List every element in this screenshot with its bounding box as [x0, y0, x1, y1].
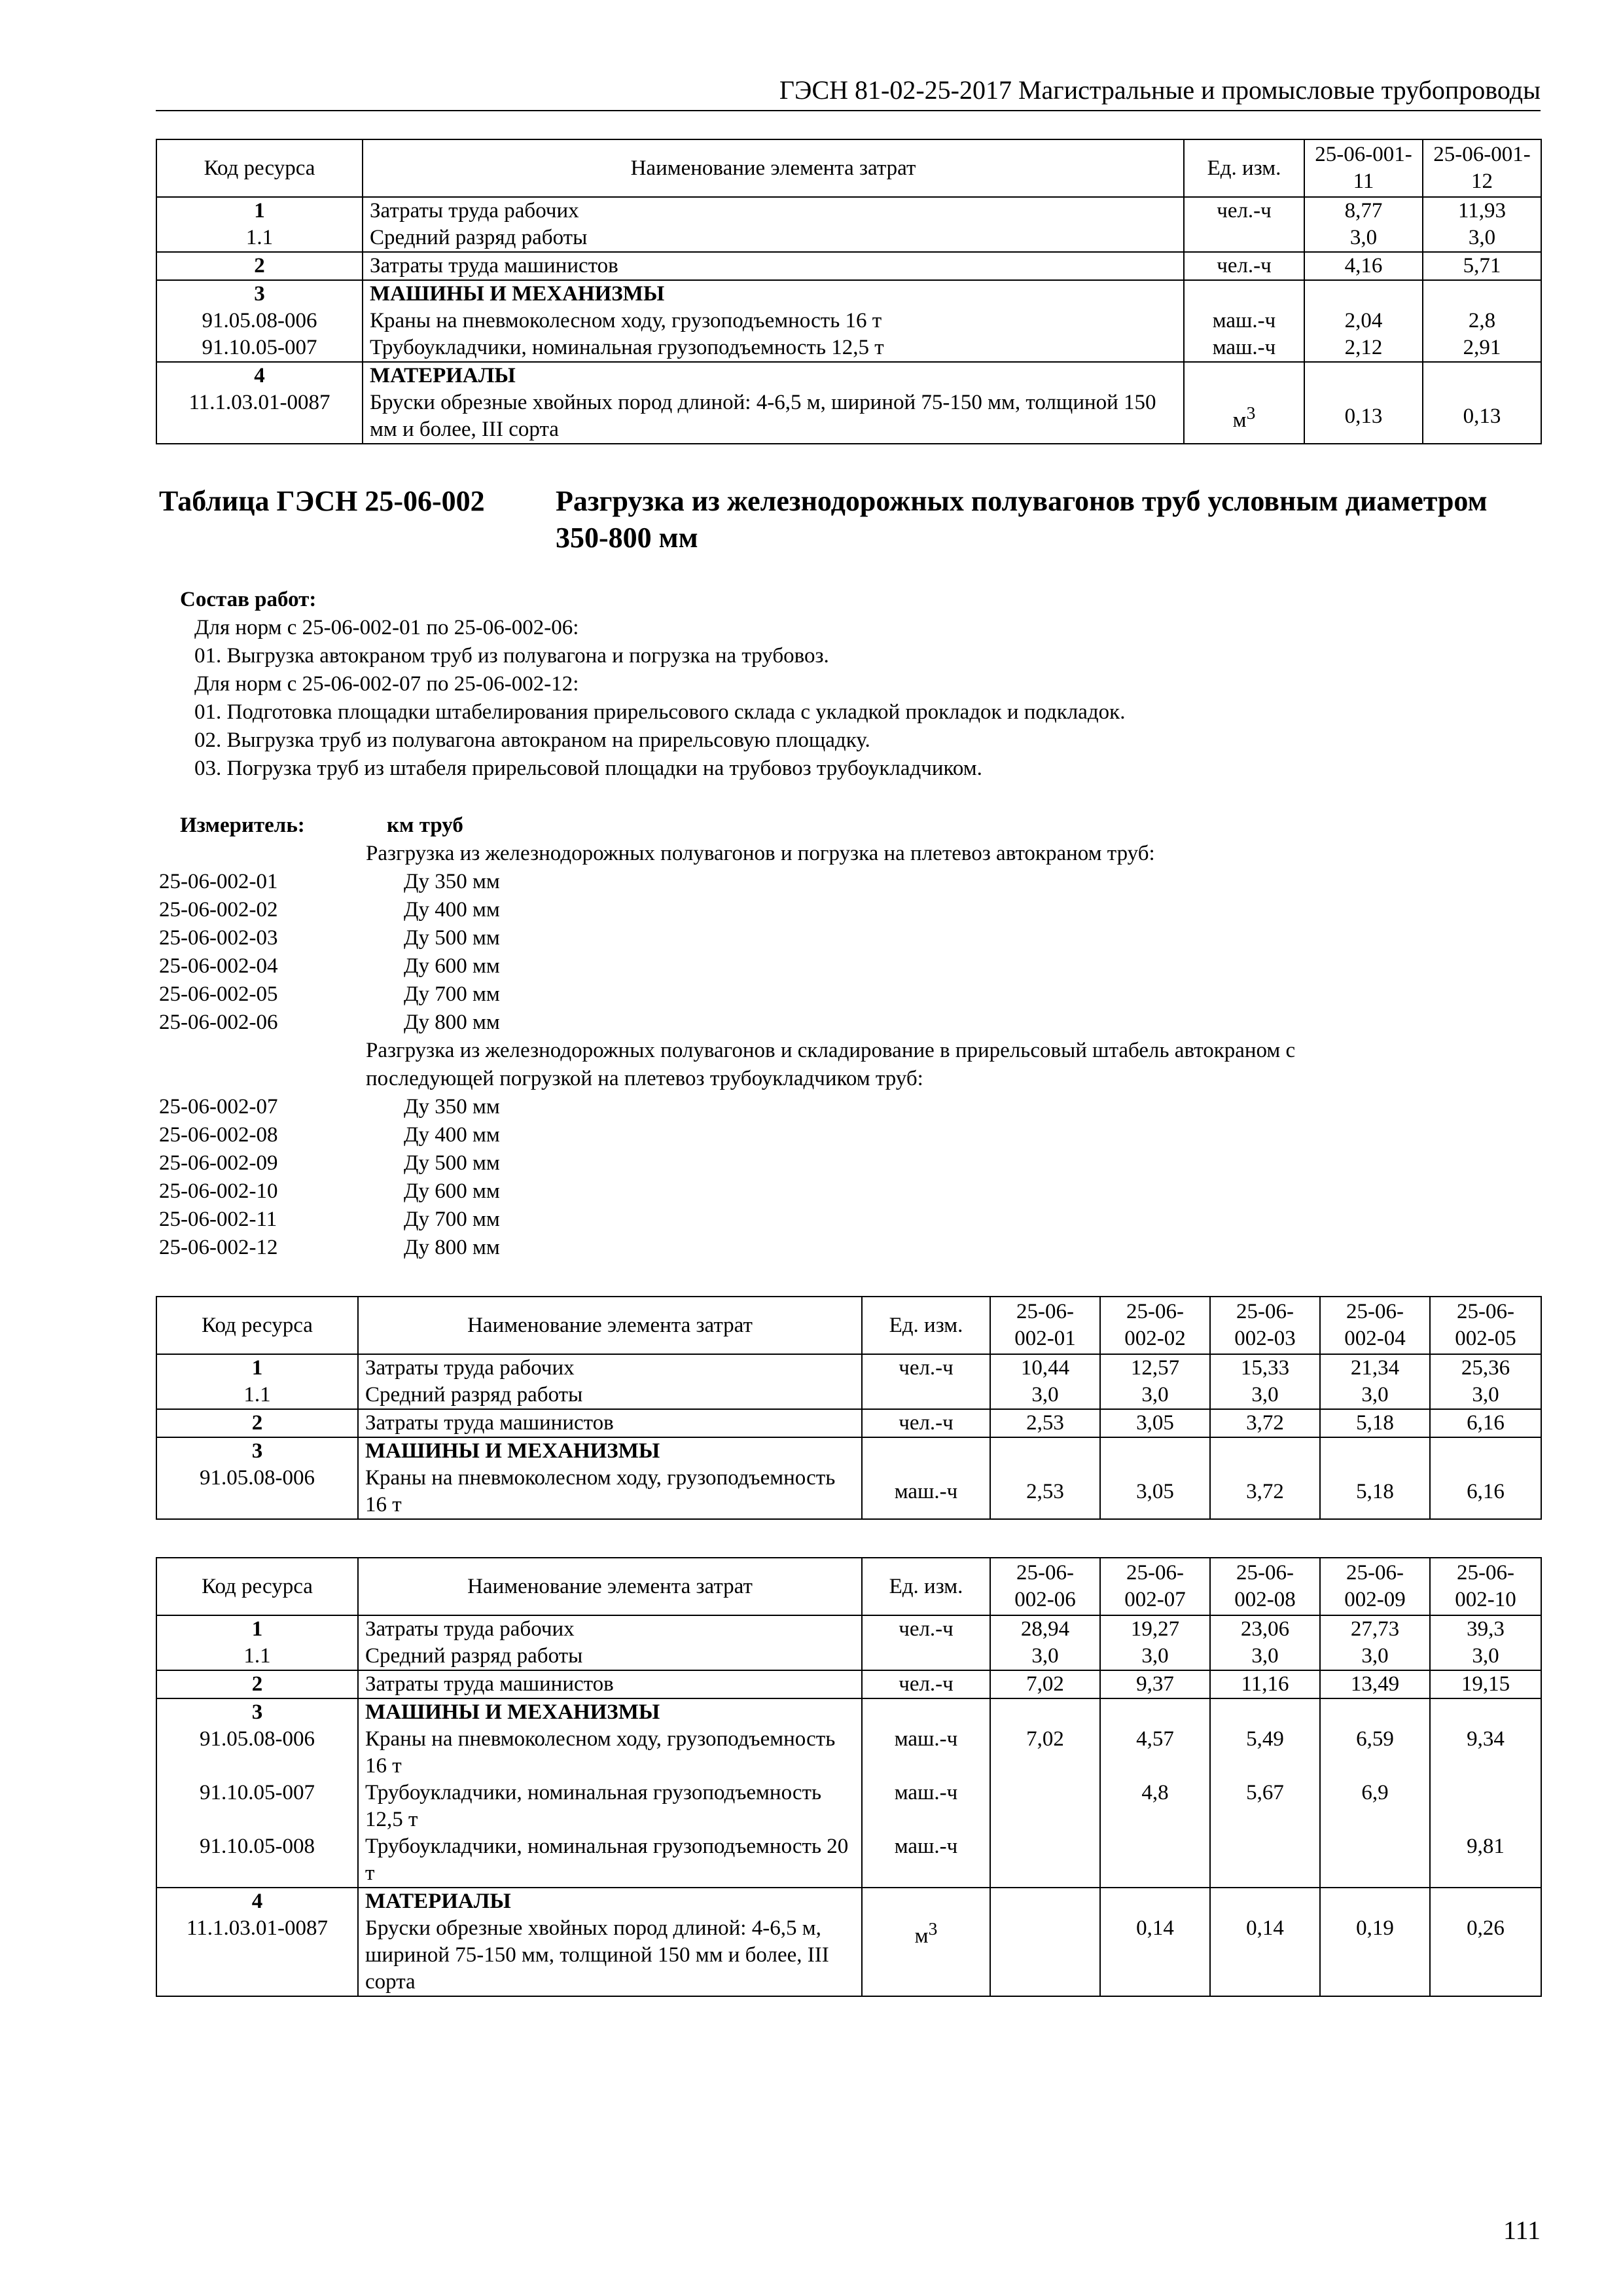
table-row: 2 Затраты труда машинистов чел.-ч 7,02 9,37 11,16 13,49 19,15	[156, 1670, 1541, 1698]
table-row: 4 МАТЕРИАЛЫ	[156, 362, 1541, 389]
table-title: Разгрузка из железнодорожных полувагонов труб условным диаметром 350-800 мм	[556, 485, 1488, 554]
meter-label: Измеритель:	[180, 814, 305, 837]
list-item: 25-06-002-02 Ду 400 мм	[159, 898, 500, 922]
unit-cell: $м^3$	[862, 1915, 990, 1996]
list-item: 25-06-002-05 Ду 700 мм	[159, 982, 500, 1006]
list-item: 25-06-002-04 Ду 600 мм	[159, 954, 500, 978]
table-header-row	[156, 1558, 1541, 1615]
table-row: 91.10.05-007 Трубоукладчики, номинальная грузоподъемность 12,5 т маш.-ч 2,12 2,91	[156, 334, 1541, 362]
table-row: 11.1.03.01-0087 Бруски обрезные хвойных пород длиной: 4-6,5 м, шириной 75-150 мм, толщиной 150 мм и более, III сорта $м^3$ 0,13 0,13	[156, 389, 1541, 444]
table-row: 11.1.03.01-0087 Бруски обрезные хвойных пород длиной: 4-6,5 м, шириной 75-150 мм, толщиной 150 мм и более, III сорта $м^3$ 0,14 0,14 0,19 0,26	[156, 1915, 1541, 1996]
table-row: 1 Затраты труда рабочих чел.-ч 8,77 11,93	[156, 197, 1541, 224]
list-item: 25-06-002-08 Ду 400 мм	[159, 1123, 500, 1147]
list-item: 25-06-002-07 Ду 350 мм	[159, 1095, 500, 1119]
table-row: 91.05.08-006 Краны на пневмоколесном ходу, грузоподъемность 16 т маш.-ч 7,02 4,57 5,49 6,59 9,34	[156, 1726, 1541, 1780]
composition-line: Для норм с 25-06-002-07 по 25-06-002-12:	[194, 672, 579, 696]
col-header-name: Наименование элемента затрат	[363, 139, 1184, 197]
table-row: 3 МАШИНЫ И МЕХАНИЗМЫ	[156, 1437, 1541, 1465]
col-header-norm: 25-06-002-10	[1430, 1558, 1541, 1615]
col-header-unit: Ед. изм.	[862, 1558, 990, 1615]
resource-table-002-b	[156, 1557, 1542, 1997]
table-row: 1.1 Средний разряд работы 3,0 3,0 3,0 3,0 3,0	[156, 1382, 1541, 1409]
composition-line: 03. Погрузка труб из штабеля прирельсовой площадки на трубовоз трубоукладчиком.	[194, 757, 982, 780]
table-row: 1.1 Средний разряд работы 3,0 3,0 3,0 3,0 3,0	[156, 1643, 1541, 1670]
group-description: последующей погрузкой на плетевоз трубоукладчиком труб:	[366, 1067, 923, 1090]
list-item: 25-06-002-12 Ду 800 мм	[159, 1236, 500, 1259]
list-item: 25-06-002-09 Ду 500 мм	[159, 1151, 500, 1175]
meter-block	[159, 812, 1533, 1262]
table-row: 1 Затраты труда рабочих чел.-ч 10,44 12,57 15,33 21,34 25,36	[156, 1354, 1541, 1382]
table-header-row	[156, 1297, 1541, 1354]
composition-line: 01. Выгрузка автокраном труб из полувагона и погрузка на трубовоз.	[194, 644, 829, 668]
resource-table-002-a	[156, 1296, 1542, 1520]
composition-heading: Состав работ:	[180, 588, 317, 611]
list-item: 25-06-002-11 Ду 700 мм	[159, 1208, 500, 1231]
list-item: 25-06-002-01 Ду 350 мм	[159, 870, 500, 893]
col-header-norm: 25-06-002-02	[1100, 1297, 1210, 1354]
col-header-name: Наименование элемента затрат	[358, 1297, 862, 1354]
col-header-unit: Ед. изм.	[1184, 139, 1304, 197]
col-header-norm: 25-06-002-06	[990, 1558, 1100, 1615]
table-row: 91.05.08-006 Краны на пневмоколесном ходу, грузоподъемность 16 т маш.-ч 2,53 3,05 3,72 5,18 6,16	[156, 1465, 1541, 1519]
col-header-norm: 25-06-002-03	[1210, 1297, 1320, 1354]
composition-line: 02. Выгрузка труб из полувагона автокраном на прирельсовую площадку.	[194, 728, 870, 752]
composition-line: 01. Подготовка площадки штабелирования прирельсового склада с укладкой прокладок и подкладок.	[194, 700, 1126, 724]
table-row: 1.1 Средний разряд работы 3,0 3,0	[156, 224, 1541, 252]
col-header-code: Код ресурса	[156, 1297, 358, 1354]
resource-table-001	[156, 139, 1542, 444]
col-header-name: Наименование элемента затрат	[358, 1558, 862, 1615]
table-row: 3 МАШИНЫ И МЕХАНИЗМЫ	[156, 280, 1541, 308]
unit-cell: $м^3$	[1184, 389, 1304, 444]
table-row: 4 МАТЕРИАЛЫ	[156, 1888, 1541, 1915]
col-header-norm: 25-06-002-08	[1210, 1558, 1320, 1615]
table-row: 1 Затраты труда рабочих чел.-ч 28,94 19,27 23,06 27,73 39,3	[156, 1615, 1541, 1643]
table-row: 91.05.08-006 Краны на пневмоколесном ходу, грузоподъемность 16 т маш.-ч 2,04 2,8	[156, 308, 1541, 334]
list-item: 25-06-002-06 Ду 800 мм	[159, 1011, 500, 1034]
group-description: Разгрузка из железнодорожных полувагонов и погрузка на плетевоз автокраном труб:	[366, 842, 1155, 865]
page-number: 111	[1503, 2215, 1541, 2245]
col-header-norm: 25-06-002-04	[1320, 1297, 1430, 1354]
col-header-norm: 25-06-002-07	[1100, 1558, 1210, 1615]
col-header-norm: 25-06-002-05	[1430, 1297, 1541, 1354]
meter-unit: км труб	[387, 814, 463, 837]
page-header: ГЭСН 81-02-25-2017 Магистральные и промысловые трубопроводы	[156, 73, 1541, 111]
col-header-unit: Ед. изм.	[862, 1297, 990, 1354]
table-row: 3 МАШИНЫ И МЕХАНИЗМЫ	[156, 1698, 1541, 1726]
group-description: Разгрузка из железнодорожных полувагонов и складирование в прирельсовый штабель автокраном с	[366, 1039, 1296, 1062]
col-header-code: Код ресурса	[156, 139, 363, 197]
table-label: Таблица ГЭСН 25-06-002	[159, 485, 485, 517]
list-item: 25-06-002-03 Ду 500 мм	[159, 926, 500, 950]
col-header-code: Код ресурса	[156, 1558, 358, 1615]
composition-line: Для норм с 25-06-002-01 по 25-06-002-06:	[194, 616, 579, 639]
col-header-norm: 25-06-001-11	[1304, 139, 1423, 197]
col-header-norm: 25-06-001-12	[1423, 139, 1541, 197]
list-item: 25-06-002-10 Ду 600 мм	[159, 1179, 500, 1203]
table-row: 91.10.05-008 Трубоукладчики, номинальная грузоподъемность 20 т маш.-ч 9,81	[156, 1833, 1541, 1888]
table-header-row	[156, 139, 1541, 197]
table-row: 91.10.05-007 Трубоукладчики, номинальная грузоподъемность 12,5 т маш.-ч 4,8 5,67 6,9	[156, 1780, 1541, 1833]
work-composition	[180, 586, 1554, 783]
col-header-norm: 25-06-002-01	[990, 1297, 1100, 1354]
table-row: 2 Затраты труда машинистов чел.-ч 4,16 5,71	[156, 252, 1541, 280]
col-header-norm: 25-06-002-09	[1320, 1558, 1430, 1615]
table-row: 2 Затраты труда машинистов чел.-ч 2,53 3,05 3,72 5,18 6,16	[156, 1409, 1541, 1437]
